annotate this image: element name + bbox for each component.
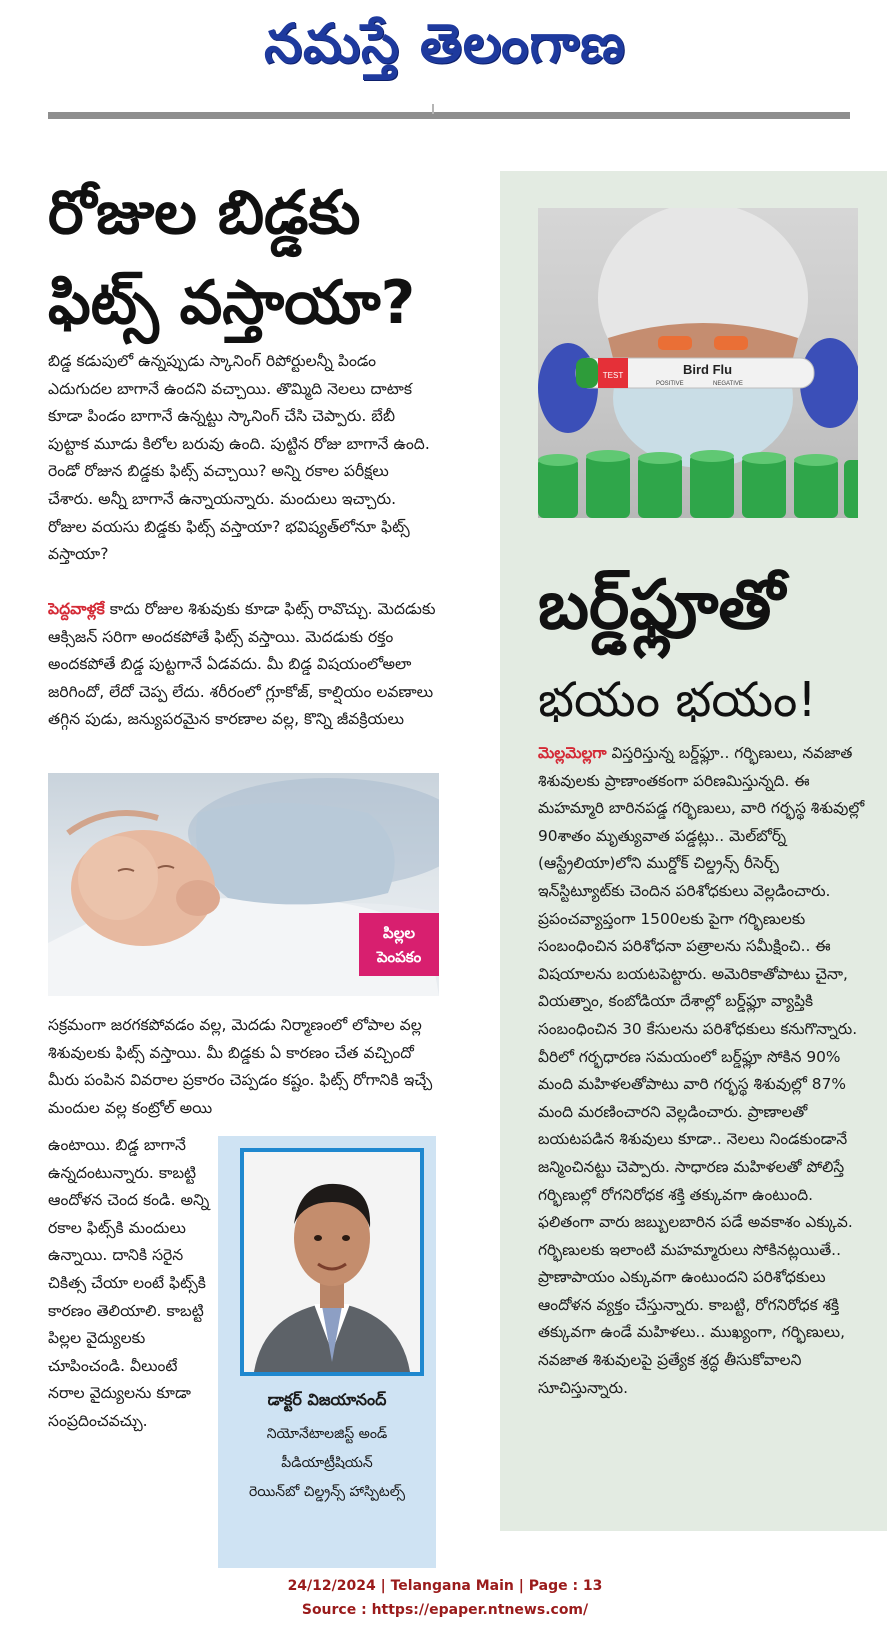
answer-paragraph-2: సక్రమంగా జరగకపోవడం వల్ల, మెదడు నిర్మాణంలో లోపాల వల్ల శిశువులకు ఫిట్స్ వస్తాయి. మీ బిడ్డకు ఏ కారణం చేత వచ్చిందో మీరు పంపిన వివరాల ప్రకారం చెప్పడం కష్టం. ఫిట్స్ రోగానికి ఇచ్చే మందుల వల్ల కంట్రోల్ అయి [48, 1016, 433, 1117]
badge-line2: పెంపకం [376, 948, 422, 966]
doctor-portrait [244, 1152, 420, 1372]
parenting-badge [359, 913, 439, 976]
footer-source: Source : https://epaper.ntnews.com/ [301, 1602, 589, 1618]
bird-flu-photo [538, 208, 858, 518]
doctor-photo [240, 1148, 424, 1376]
tube-label-text: Bird Flu [683, 362, 733, 377]
right-headline-line1: బర్డ్‌ఫ్లూతో [538, 566, 785, 645]
answer-paragraph-3: ఉంటాయి. బిడ్డ బాగానే ఉన్నదంటున్నారు. కాబట్టి ఆందోళన చెంద కండి. అన్ని రకాల ఫిట్స్‌కి మందులు ఉన్నాయి. దానికి సరైన చికిత్స చేయా లంటే ఫిట్స్‌కి కారణం తెలియాలి. కాబట్టి పిల్లల వైద్యులకు చూపించండి. వీలుంటే నరాల వైద్యులను కూడా సంప్రదించవచ్చు. [48, 1136, 210, 1430]
badge-line1: పిల్లల [383, 924, 415, 942]
tube-negative-text: NEGATIVE [713, 381, 743, 387]
doctor-role [218, 1420, 436, 1507]
right-text-1: విస్తరిస్తున్న బర్డ్‌ఫ్లూ.. గర్భిణులు, నవజాత శిశువులకు ప్రాణాంతకంగా పరిణమిస్తున్నది. ఈ మహమ్మారి బారినపడ్డ గర్భిణులు, వారి గర్భస్థ శిశువుల్లో 90శాతం మృత్యువాత పడ్డట్లు.. మెల్‌బోర్న్ (ఆస్ట్రేలియా)లోని ముర్డోక్ చిల్డ్రన్స్ రీసెర్చ్ ఇన్‌స్టిట్యూట్‌కు చెందిన పరిశోధకులు వెల్లడించారు. [538, 744, 865, 900]
left-headline-line2: ఫిట్స్ వస్తాయా? [48, 268, 416, 338]
tube-tag-text: TEST [602, 371, 624, 380]
masthead-logo: నమస్తే తెలంగాణ [264, 12, 626, 75]
right-headline-line2: భయం భయం! [538, 672, 817, 728]
lab-test-illustration [538, 208, 858, 518]
right-lead: మెల్లమెల్లగా [538, 744, 607, 762]
doctor-name: డాక్టర్ విజయానంద్ [267, 1390, 387, 1409]
right-article-body [538, 740, 868, 1524]
reader-question: బిడ్డ కడుపులో ఉన్నప్పుడు స్కానింగ్ రిపోర్టులన్నీ పిండం ఎదుగుదల బాగానే ఉందని వచ్చాయి. తొమ్మిది నెలలు దాటాక కూడా పిండం బాగానే ఉన్నట్టు స్కానింగ్ చేసి చెప్పారు. బేబీ పుట్టాక మూడు కిలోల బరువు ఉంది. పుట్టిన రోజు బాగానే ఉంది. రెండో రోజున బిడ్డకు ఫిట్స్ వచ్చాయి? అన్ని రకాల పరీక్షలు చేశారు. అన్నీ బాగానే ఉన్నాయన్నారు. మందులు ఇచ్చారు. రోజుల వయసు బిడ్డకు ఫిట్స్ వస్తాయా? భవిష్యత్‌లోనూ ఫిట్స్ వస్తాయా? [48, 352, 430, 564]
doctor-role-line3: రెయిన్‌బో చిల్డ్రన్స్ హాస్పిటల్స్ [248, 1484, 406, 1500]
masthead-rule-tick [432, 104, 434, 114]
doctor-role-line1: నియోనేటాలజిస్ట్ అండ్ [266, 1426, 388, 1442]
answer-text-1: కాదు రోజుల శిశువుకు కూడా ఫిట్స్ రావొచ్చు. మెదడుకు ఆక్సిజన్ సరిగా అందకపోతే ఫిట్స్ వస్తాయి. మెదడుకు రక్తం అందకపోతే బిడ్డ పుట్టగానే ఏడవదు. మీ బిడ్డ విషయంలోఅలా జరిగిందో, లేదో చెప్ప లేదు. శరీరంలో గ్లూకోజ్, కాల్షియం లవణాలు తగ్గిన పుడు, జన్యుపరమైన కారణాల వల్ల, కొన్ని జీవక్రియలు [48, 600, 436, 729]
footer-edition: 24/12/2024 | Telangana Main | Page : 13 [287, 1578, 603, 1594]
right-paragraph-1 [538, 740, 868, 906]
answer-lead: పెద్దవాళ్లకే [48, 600, 105, 618]
right-paragraph-2: ప్రపంచవ్యాప్తంగా 1500లకు పైగా గర్భిణులకు సంబంధించిన పరిశోధనా పత్రాలను సమీక్షించి.. ఈ విషయాలను బయటపెట్టారు. అమెరికాతోపాటు చైనా, వియత్నాం, కంబోడియా దేశాల్లో బర్డ్‌ఫ్లూ వ్యాప్తికి సంబంధించిన 30 కేసులను పరిశోధకులు కనుగొన్నారు. వీరిలో గర్భధారణ సమయంలో బర్డ్‌ఫ్లూ సోకిన 90% మంది మహిళలతోపాటు వారి గర్భస్థ శిశువుల్లో 87% మంది మరణించారని వెల్లడించారు. ప్రాణాలతో బయటపడిన శిశువులు కూడా.. నెలలు నిండకుండానే జన్మించినట్టు చెప్పారు. సాధారణ మహిళలతో పోలిస్తే గర్భిణుల్లో రోగనిరోధక శక్తి తక్కువగా ఉంటుంది. ఫలితంగా వారు జబ్బులబారిన పడే అవకాశం ఎక్కువ. గర్భిణులకు ఇలాంటి మహమ్మారులు సోకినట్లయితే.. ప్రాణాపాయం ఎక్కువగా ఉంటుందని పరిశోధకులు ఆందోళన వ్యక్తం చేస్తున్నారు. కాబట్టి, రోగనిరోధక శక్తి తక్కువగా ఉండే మహిళలు.. ముఖ్యంగా, గర్భిణులు, నవజాత శిశువులపై ప్రత్యేక శ్రద్ధ తీసుకోవాలని సూచిస్తున్నారు. [538, 909, 858, 1397]
tube-positive-text: POSITIVE [656, 381, 684, 387]
page-footer [0, 1574, 890, 1622]
left-headline-line1: రోజుల బిడ్డకు [48, 178, 361, 248]
left-headline [48, 168, 448, 348]
doctor-role-line2: పీడియాట్రీషియన్ [281, 1455, 373, 1471]
masthead-rule [48, 112, 850, 119]
answer-paragraph-1 [48, 596, 438, 764]
